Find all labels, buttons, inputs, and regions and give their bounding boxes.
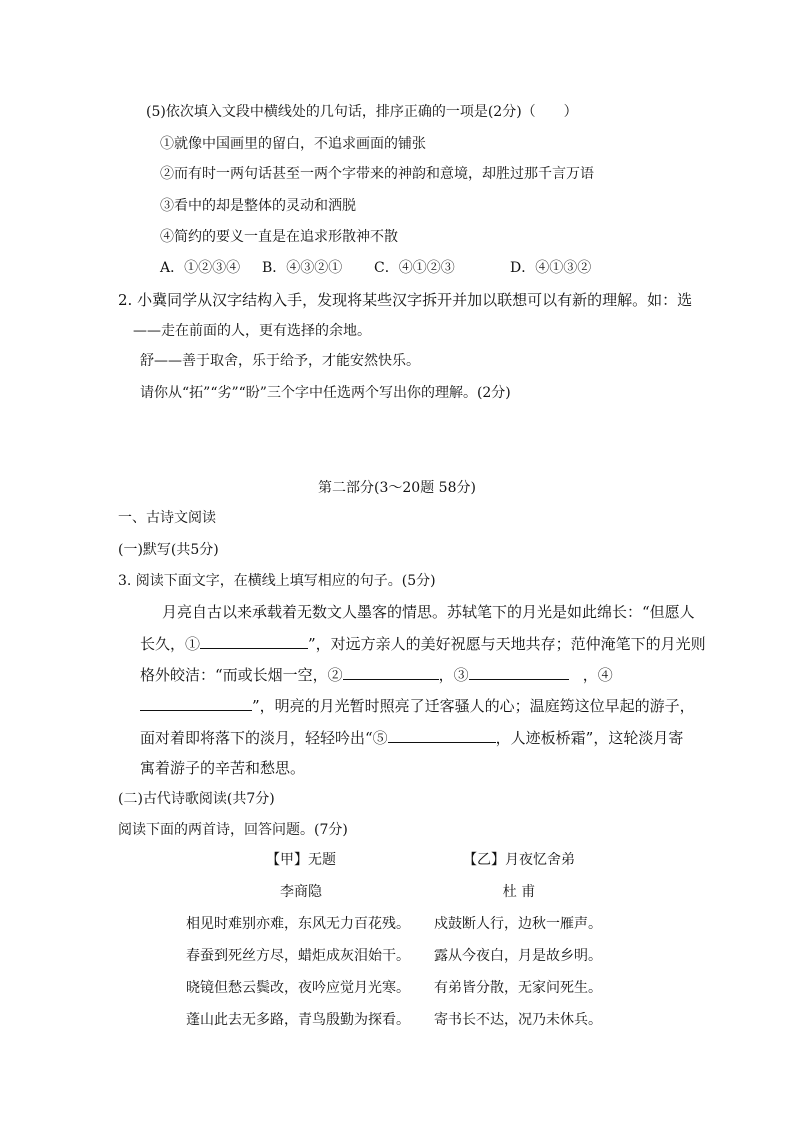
poem-2-author: 杜 甫 — [502, 884, 536, 900]
poem-1 — [186, 850, 416, 1030]
choice-d: D．④①③② — [510, 260, 592, 276]
q2-line1: 2. 小冀同学从汉字结构入手，发现将某些汉字拆开并加以联想可以有新的理解。如：选 — [118, 291, 693, 309]
poem-1-author: 李商隐 — [280, 884, 322, 900]
poem-2-line: 寄书长不达，况乃未休兵。 — [434, 1012, 602, 1028]
q2-line3: 舒——善于取舍，乐于给予，才能安然快乐。 — [140, 353, 420, 369]
poem-2-title: 【乙】月夜忆舍弟 — [463, 852, 575, 868]
blank-4[interactable] — [140, 695, 252, 711]
poem-2-line: 戍鼓断人行，边秋一雁声。 — [434, 916, 602, 932]
q3-text: ，③ — [438, 666, 469, 684]
subsection-1-heading: (一)默写(共5分) — [118, 542, 219, 558]
poem-1-line: 蓬山此去无多路，青鸟殷勤为探看。 — [186, 1012, 410, 1028]
q3-text: ，人迹板桥霜”，这轮淡月寄 — [495, 729, 684, 747]
q5-choices — [160, 258, 591, 278]
q5-option-2: ②而有时一两句话甚至一两个字带来的神韵和意境，却胜过那千言万语 — [160, 166, 594, 182]
blank-5[interactable] — [388, 727, 496, 743]
q5-stem: (5)依次填入文段中横线处的几句话，排序正确的一项是(2分)（ ） — [146, 104, 578, 120]
q3-text: ”，对远方亲人的美好祝愿与天地共存；范仲淹笔下的月光则 — [308, 635, 706, 653]
q4-stem: 阅读下面的两首诗，回答问题。(7分) — [118, 822, 348, 838]
q3-para-line1: 月亮自古以来承载着无数文人墨客的情思。苏轼笔下的月光是如此绵长：“但愿人 — [162, 603, 695, 621]
q5-option-4: ④简约的要义一直是在追求形散神不散 — [160, 229, 398, 245]
blank-1[interactable] — [200, 633, 308, 649]
q3-para-line6: 寓着游子的辛苦和愁思。 — [140, 759, 306, 777]
choice-c: C．④①②③ — [374, 260, 455, 276]
poem-2-line: 有弟皆分散，无家问死生。 — [434, 980, 602, 996]
subsection-2-heading: (二)古代诗歌阅读(共7分) — [118, 791, 275, 807]
poem-1-line: 晓镜但愁云鬓改，夜吟应觉月光寒。 — [186, 980, 410, 996]
poem-1-line: 春蚕到死丝方尽，蜡炬成灰泪始干。 — [186, 948, 410, 964]
q5-option-1: ①就像中国画里的留白，不追求画面的铺张 — [160, 136, 426, 152]
q3-para-line4 — [140, 695, 695, 716]
q3-text: 面对着即将落下的淡月，轻轻吟出“⑤ — [140, 729, 388, 747]
q2-line2: ——走在前面的人，更有选择的余地。 — [133, 323, 371, 339]
q3-text: ，④ — [582, 666, 613, 684]
q5-option-3: ③看中的却是整体的灵动和洒脱 — [160, 198, 356, 214]
part2-title: 第二部分(3～20题 58分) — [318, 480, 476, 496]
q3-para-line3 — [140, 664, 613, 685]
q3-para-line2 — [140, 633, 706, 654]
q3-text: ”，明亮的月光暂时照亮了迁客骚人的心；温庭筠这位早起的游子， — [252, 697, 695, 715]
poem-1-title: 【甲】无题 — [266, 852, 336, 868]
q2-line4: 请你从“拓”“劣”“盼”三个字中任选两个写出你的理解。(2分) — [140, 385, 511, 401]
q3-text: 格外皎洁：“而或长烟一空，② — [140, 666, 343, 684]
blank-3[interactable] — [469, 664, 569, 680]
choice-a: A．①②③④ — [160, 260, 241, 276]
q3-stem: 3. 阅读下面文字，在横线上填写相应的句子。(5分) — [118, 573, 436, 589]
poem-2 — [430, 850, 608, 1030]
section-1-heading: 一、古诗文阅读 — [118, 510, 216, 526]
choice-b: B．④③②① — [262, 260, 343, 276]
q3-para-line5 — [140, 727, 683, 748]
poem-2-line: 露从今夜白，月是故乡明。 — [434, 948, 602, 964]
blank-2[interactable] — [343, 664, 439, 680]
poem-1-line: 相见时难别亦难，东风无力百花残。 — [186, 916, 410, 932]
q3-text: 长久，① — [140, 635, 201, 653]
